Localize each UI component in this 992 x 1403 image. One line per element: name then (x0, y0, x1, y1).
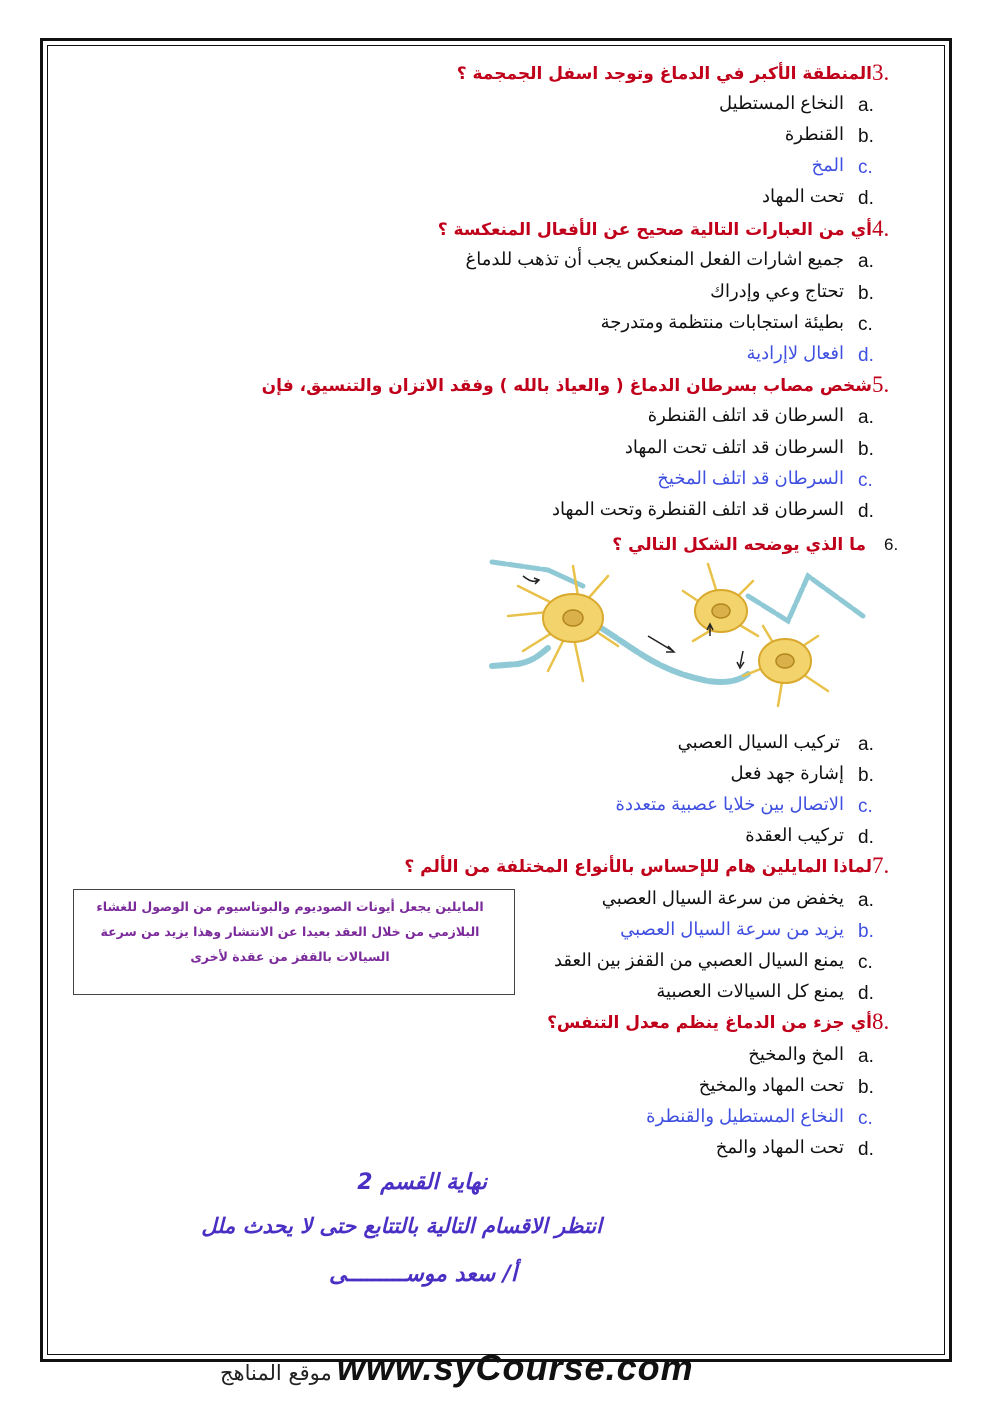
q7-option-c-letter: c. (858, 952, 873, 973)
q8-option-c-letter: c. (858, 1108, 873, 1129)
q4-option-b[interactable]: تحتاج وعي وإدراك (710, 281, 844, 301)
q6-option-b[interactable]: إشارة جهد فعل (730, 763, 844, 783)
q7-option-d-letter: d. (858, 983, 874, 1004)
q3-option-c-letter: c. (858, 157, 873, 178)
question-4-text: أي من العبارات التالية صحيح عن الأفعال المنعكسة ؟ (437, 220, 872, 240)
q3-option-c-answer[interactable]: المخ (811, 155, 844, 175)
q7-option-b-letter: b. (858, 921, 874, 942)
q8-option-a-letter: a. (858, 1046, 874, 1067)
end-of-section-label: نهاية القسم 2 (357, 1170, 487, 1195)
site-url-link[interactable]: www.syCourse.com (336, 1347, 694, 1388)
q3-option-a[interactable]: النخاع المستطيل (719, 93, 844, 113)
question-3-text: المنطقة الأكبر في الدماغ وتوجد اسفل الجمجمة ؟ (456, 64, 872, 84)
q8-option-b[interactable]: تحت المهاد والمخيخ (698, 1075, 844, 1095)
q7-option-b-answer[interactable]: يزيد من سرعة السيال العصبي (620, 919, 844, 939)
q3-option-a-letter: a. (858, 95, 874, 116)
q4-option-d-answer[interactable]: افعال لاإرادية (746, 343, 844, 363)
q8-option-b-letter: b. (858, 1077, 874, 1098)
question-7-number: 7. (872, 853, 890, 878)
q4-option-d-letter: d. (858, 345, 874, 366)
q7-option-c[interactable]: يمنع السيال العصبي من القفز بين العقد (553, 950, 844, 970)
q5-option-c-answer[interactable]: السرطان قد اتلف المخيخ (657, 468, 844, 488)
q6-option-d[interactable]: تركيب العقدة (745, 825, 844, 845)
q5-option-d[interactable]: السرطان قد اتلف القنطرة وتحت المهاد (552, 499, 844, 519)
q3-option-b-letter: b. (858, 126, 874, 147)
q8-option-c-answer[interactable]: النخاع المستطيل والقنطرة (646, 1106, 844, 1126)
q6-option-d-letter: d. (858, 827, 874, 848)
q6-option-a[interactable]: تركيب السيال العصبي (677, 732, 840, 752)
q4-option-c-letter: c. (858, 314, 873, 335)
q5-option-a[interactable]: السرطان قد اتلف القنطرة (647, 405, 844, 425)
question-5-text: شخص مصاب بسرطان الدماغ ( والعياذ بالله ) وفقد الاتزان والتنسيق، فإن (261, 376, 872, 396)
question-8-number: 8. (872, 1009, 890, 1034)
question-8-text: أي جزء من الدماغ ينظم معدل التنفس؟ (547, 1013, 872, 1033)
q3-option-d-letter: d. (858, 188, 874, 209)
question-5-number: 5. (872, 372, 890, 397)
site-footer (220, 1347, 694, 1389)
q6-option-b-letter: b. (858, 765, 874, 786)
neuron-diagram (478, 556, 870, 724)
question-3-number: 3. (872, 60, 890, 85)
q8-option-a[interactable]: المخ والمخيخ (748, 1044, 844, 1064)
q3-option-d[interactable]: تحت المهاد (762, 186, 844, 206)
q4-option-a-letter: a. (858, 251, 874, 272)
q5-option-c-letter: c. (858, 470, 873, 491)
q6-option-a-letter: a. (858, 734, 874, 755)
q3-option-b[interactable]: القنطرة (784, 124, 844, 144)
q8-option-d[interactable]: تحت المهاد والمخ (715, 1137, 844, 1157)
q6-option-c-answer[interactable]: الاتصال بين خلايا عصبية متعددة (615, 794, 844, 814)
q7-option-d[interactable]: يمنع كل السيالات العصبية (656, 981, 844, 1001)
q8-option-d-letter: d. (858, 1139, 874, 1160)
q4-option-b-letter: b. (858, 283, 874, 304)
site-name: موقع المناهج (220, 1361, 332, 1385)
q7-option-a-letter: a. (858, 890, 874, 911)
question-4-number: 4. (872, 216, 890, 241)
q4-option-a[interactable]: جميع اشارات الفعل المنعكس يجب أن تذهب للدماغ (465, 249, 844, 269)
explanation-note-box: المايلين يجعل أيونات الصوديوم والبوتاسيوم من الوصول للغشاء البلازمي من خلال العقد بعيدا عن الانتشار وهذا يزيد من سرعة السيالات بالقفز من عقدة لأخرى (73, 889, 515, 995)
q5-option-b-letter: b. (858, 439, 874, 460)
wait-message: انتظر الاقسام التالية بالتتابع حتى لا يحدث ملل (201, 1214, 602, 1238)
q5-option-b[interactable]: السرطان قد اتلف تحت المهاد (624, 437, 844, 457)
question-6-number: 6. (884, 535, 899, 554)
author-signature: أ/ سعد موســـــــــى (329, 1262, 517, 1287)
q5-option-d-letter: d. (858, 501, 874, 522)
question-6-text: ما الذي يوضحه الشكل التالي ؟ (612, 535, 866, 555)
question-7-text: لماذا المايلين هام للإحساس بالأنواع المختلفة من الألم ؟ (404, 857, 872, 877)
q5-option-a-letter: a. (858, 407, 874, 428)
q7-option-a[interactable]: يخفض من سرعة السيال العصبي (601, 888, 844, 908)
q4-option-c[interactable]: بطيئة استجابات منتظمة ومتدرجة (600, 312, 844, 332)
q6-option-c-letter: c. (858, 796, 873, 817)
